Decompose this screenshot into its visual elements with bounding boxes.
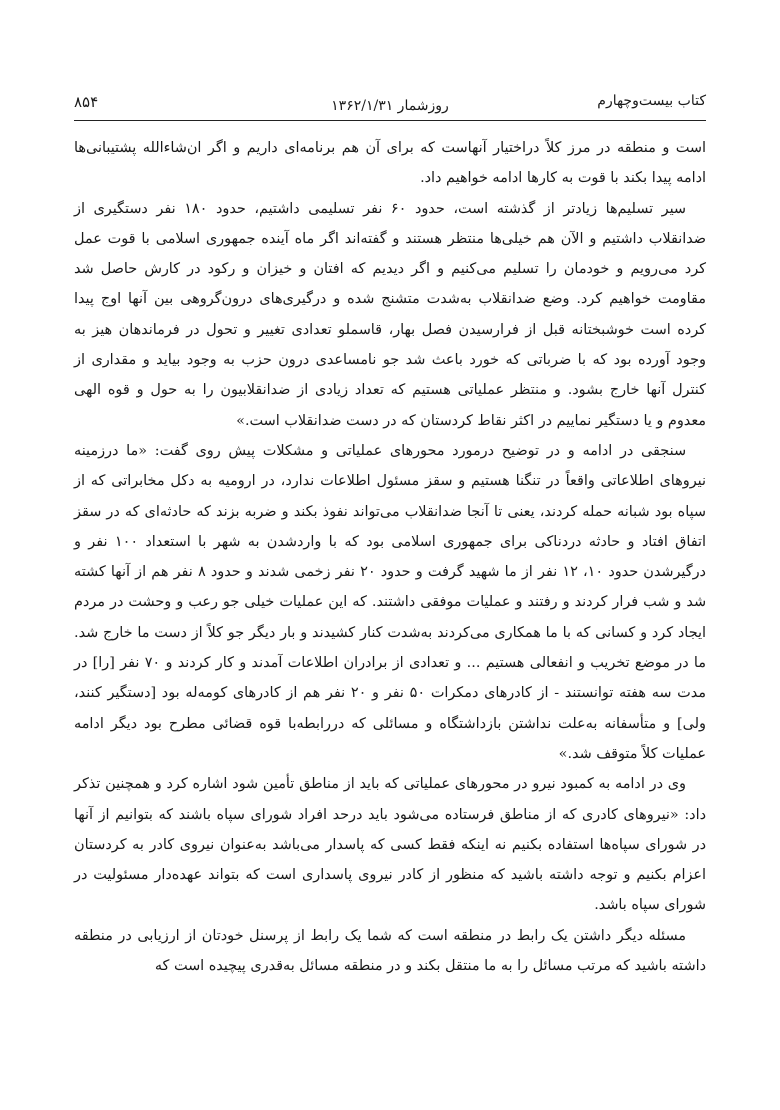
body-text (74, 133, 706, 981)
diary-date: روزشمار ۱۳۶۲/۱/۳۱ (331, 98, 449, 114)
book-title: کتاب بیست‌وچهارم (597, 93, 706, 109)
book-page (74, 80, 706, 981)
paragraph-sanjaghi-report: سنجقی در ادامه و در توضیح درمورد محورهای عملیاتی و مشکلات پیش روی گفت: «ما درزمینه نیروهای اطلاعاتی واقعاً در تنگنا هستیم و سقز مسئول اطلاعات ندارد، در ارومیه به دکل مخابراتی که از سپاه بود شبانه حمله کردند، یعنی تا آنجا ضدانقلاب می‌تواند نفوذ بکند و ضربه بزند که حادثه‌ای که در سقز اتفاق افتاد و حادثه دردناکی برای جمهوری اسلامی بود که با واردشدن به شهر با استعداد ۱۰۰ نفر و درگیرشدن حدود ۱۰، ۱۲ نفر از ما شهید گرفت و حدود ۲۰ نفر زخمی شدند و حدود ۸ نفر هم از آنها کشته شد و شب فرار کردند و رفتند و عملیات موفقی داشتند. که این عملیات خیلی جو رعب و وحشت در مردم ایجاد کرد و کسانی که با ما همکاری می‌کردند به‌شدت کنار کشیدند و بار دیگر جو کلاً از دست ما خارج شد. ما در موضع تخریب و انفعالی هستیم ... و تعدادی از برادران اطلاعات آمدند و کار کردند و ۷۰ نفر [را] در مدت سه هفته توانستند - از کادرهای دمکرات ۵۰ نفر و ۲۰ نفر هم از کادرهای کومه‌له بود [دستگیر کنند، ولی] و متأسفانه به‌علت نداشتن بازداشتگاه و مسائلی که دررابطه‌با قوه قضائی مطرح بود دیگر ادامه عملیات کلاً متوقف شد.» (74, 442, 707, 762)
running-header (74, 80, 706, 121)
paragraph-liaison: مسئله دیگر داشتن یک رابط در منطقه است که شما یک رابط از پرسنل خودتان از ارزیابی در منطقه داشته باشید که مرتب مسائل را به ما منتقل بکند و در منطقه مسائل به‌قدری پیچیده است که (74, 927, 706, 975)
paragraph-surrenders: سیر تسلیم‌ها زیادتر از گذشته است، حدود ۶۰ نفر تسلیمی داشتیم، حدود ۱۸۰ نفر دستگیری از ضدانقلاب داشتیم و الآن هم خیلی‌ها منتظر هستند و گفته‌اند اگر ماه آینده جمهوری اسلامی با قوت عمل کرد می‌رویم و خودمان را تسلیم می‌کنیم و اگر دیدیم که افتان و خیزان و رکود در کارش حاصل شد مقاومت خواهیم کرد. وضع ضدانقلاب به‌شدت متشنج شده و درگیری‌های درون‌گروهی بین آنها اوج پیدا کرده است خوشبختانه قبل از فرارسیدن فصل بهار، قاسملو تعدادی تغییر و تحول در فرماندهان هیز به وجود آورده بود که با ضرباتی که خورد باعث شد جو نامساعدی درون حزب به وجود بیاید و مقداری از کنترل آنها خارج بشود. و منتظر عملیاتی هستیم که تعداد زیادی از ضدانقلابیون را به حول و قوه الهی معدوم و یا دستگیر نماییم در اکثر نقاط کردستان که در دست ضدانقلاب است.» (74, 200, 706, 429)
page-number: ۸۵۴ (74, 93, 99, 111)
paragraph-continuation: است و منطقه در مرز کلاً دراختیار آنهاست که برای آن هم برنامه‌ای داریم و اگر ان‌شاءالله پشتیبانی‌ها ادامه پیدا بکند با قوت به کارها ادامه خواهیم داد. (74, 140, 706, 187)
paragraph-manpower-shortage: وی در ادامه به کمبود نیرو در محورهای عملیاتی که باید از مناطق تأمین شود اشاره کرد و همچنین تذکر داد: «نیروهای کادری که از مناطق فرستاده می‌شود باید درحد افراد شورای سپاه باشند که بتوانیم از آنها در شورای سپاه‌ها استفاده بکنیم نه اینکه فقط کسی که پاسدار می‌باشد به‌عنوان نیروی کادر به کردستان اعزام بکنیم و توجه داشته باشید که منظور از کادر نیروی پاسداری است که بتواند عهده‌دار مسئولیت در شورای سپاه باشد. (74, 776, 706, 914)
